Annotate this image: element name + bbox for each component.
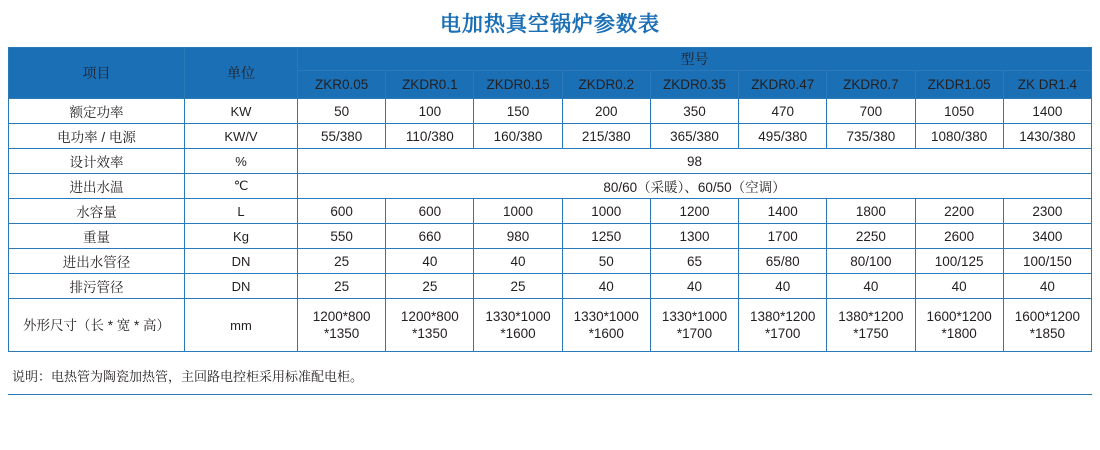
cell-value: 40 (827, 274, 915, 299)
cell-value-merged: 98 (298, 149, 1092, 174)
cell-value: 55/380 (298, 124, 386, 149)
row-label: 电功率 / 电源 (9, 124, 185, 149)
cell-value-dimension (562, 299, 650, 352)
cell-value: 100/125 (915, 249, 1003, 274)
cell-value: 50 (298, 99, 386, 124)
row-label: 额定功率 (9, 99, 185, 124)
row-unit: % (185, 149, 298, 174)
cell-value-dimension (1003, 299, 1091, 352)
cell-value: 735/380 (827, 124, 915, 149)
cell-value: 1050 (915, 99, 1003, 124)
column-header-model-1: ZKDR0.1 (386, 71, 474, 99)
cell-value: 600 (298, 199, 386, 224)
cell-value: 25 (386, 274, 474, 299)
cell-value: 550 (298, 224, 386, 249)
dimension-line-2: *1700 (676, 326, 713, 341)
cell-value: 40 (650, 274, 738, 299)
column-header-model-5: ZKDR0.47 (739, 71, 827, 99)
dimension-line-2: *1600 (588, 326, 624, 341)
dimension-line-1: 1330*1000 (661, 309, 728, 324)
cell-value: 40 (915, 274, 1003, 299)
cell-value: 25 (474, 274, 562, 299)
cell-value-dimension (827, 299, 915, 352)
cell-value-dimension (650, 299, 738, 352)
cell-value: 40 (474, 249, 562, 274)
cell-value-dimension (739, 299, 827, 352)
spec-table (8, 47, 1092, 352)
cell-value: 365/380 (650, 124, 738, 149)
cell-value: 50 (562, 249, 650, 274)
row-unit: Kg (185, 224, 298, 249)
cell-value: 2200 (915, 199, 1003, 224)
cell-value: 700 (827, 99, 915, 124)
dimension-line-1: 1600*1200 (926, 309, 992, 324)
cell-value: 65 (650, 249, 738, 274)
cell-value-dimension (915, 299, 1003, 352)
dimension-line-1: 1380*1200 (750, 309, 816, 324)
dimension-line-2: *1350 (323, 326, 360, 341)
column-header-item: 项目 (9, 48, 185, 99)
row-label: 排污管径 (9, 274, 185, 299)
cell-value: 1250 (562, 224, 650, 249)
cell-value: 25 (298, 274, 386, 299)
row-unit: L (185, 199, 298, 224)
dimension-line-2: *1350 (412, 326, 448, 341)
dimension-line-1: 1600*1200 (1014, 309, 1081, 324)
row-unit: DN (185, 249, 298, 274)
cell-value: 495/380 (739, 124, 827, 149)
cell-value: 1800 (827, 199, 915, 224)
cell-value: 350 (650, 99, 738, 124)
cell-value-merged: 80/60（采暖）、60/50（空调） (298, 174, 1092, 199)
column-header-model-8: ZK DR1.4 (1003, 71, 1091, 99)
table-head (9, 48, 1092, 99)
table-row (9, 124, 1092, 149)
cell-value: 660 (386, 224, 474, 249)
row-label: 重量 (9, 224, 185, 249)
column-header-model-group: 型号 (298, 48, 1092, 71)
cell-value: 80/100 (827, 249, 915, 274)
row-label: 进出水管径 (9, 249, 185, 274)
cell-value: 1080/380 (915, 124, 1003, 149)
cell-value: 150 (474, 99, 562, 124)
row-unit: KW (185, 99, 298, 124)
row-unit: ℃ (185, 174, 298, 199)
table-container (0, 47, 1100, 352)
cell-value: 40 (739, 274, 827, 299)
cell-value: 215/380 (562, 124, 650, 149)
column-header-model-6: ZKDR0.7 (827, 71, 915, 99)
cell-value: 40 (1003, 274, 1091, 299)
row-label: 外形尺寸（长 * 宽 * 高） (9, 299, 185, 352)
cell-value: 980 (474, 224, 562, 249)
dimension-line-2: *1600 (500, 326, 536, 341)
dimension-line-1: 1200*800 (312, 309, 371, 324)
table-row (9, 174, 1092, 199)
cell-value: 470 (739, 99, 827, 124)
row-unit: DN (185, 274, 298, 299)
dimension-line-1: 1330*1000 (573, 309, 639, 324)
cell-value: 200 (562, 99, 650, 124)
table-row (9, 99, 1092, 124)
cell-value: 2300 (1003, 199, 1091, 224)
cell-value: 100 (386, 99, 474, 124)
column-header-unit: 单位 (185, 48, 298, 99)
table-row-dimensions (9, 299, 1092, 352)
column-header-model-4: ZKDR0.35 (650, 71, 738, 99)
cell-value: 110/380 (386, 124, 474, 149)
table-row (9, 199, 1092, 224)
table-row (9, 249, 1092, 274)
table-header-row-1 (9, 48, 1092, 71)
dimension-line-2: *1750 (853, 326, 889, 341)
row-label: 进出水温 (9, 174, 185, 199)
column-header-model-2: ZKDR0.15 (474, 71, 562, 99)
cell-value-dimension (474, 299, 562, 352)
row-label: 设计效率 (9, 149, 185, 174)
table-note: 说明：电热管为陶瓷加热管，主回路电控柜采用标准配电柜。 (12, 369, 364, 384)
cell-value: 40 (386, 249, 474, 274)
dimension-line-2: *1700 (765, 326, 801, 341)
cell-value: 2600 (915, 224, 1003, 249)
cell-value: 1000 (474, 199, 562, 224)
dimension-line-1: 1200*800 (400, 309, 459, 324)
cell-value-dimension (386, 299, 474, 352)
row-unit: mm (185, 299, 298, 352)
row-unit: KW/V (185, 124, 298, 149)
table-row (9, 274, 1092, 299)
dimension-line-2: *1800 (941, 326, 977, 341)
cell-value: 65/80 (739, 249, 827, 274)
table-row (9, 149, 1092, 174)
table-row (9, 224, 1092, 249)
cell-value: 160/380 (474, 124, 562, 149)
column-header-model-0: ZKR0.05 (298, 71, 386, 99)
row-label: 水容量 (9, 199, 185, 224)
cell-value: 1400 (739, 199, 827, 224)
dimension-line-1: 1330*1000 (485, 309, 551, 324)
cell-value: 1200 (650, 199, 738, 224)
table-body (9, 99, 1092, 352)
column-header-model-3: ZKDR0.2 (562, 71, 650, 99)
dimension-line-1: 1380*1200 (838, 309, 904, 324)
cell-value: 2250 (827, 224, 915, 249)
cell-value: 100/150 (1003, 249, 1091, 274)
note-divider (8, 394, 1092, 395)
column-header-model-7: ZKDR1.05 (915, 71, 1003, 99)
cell-value: 1300 (650, 224, 738, 249)
cell-value: 1000 (562, 199, 650, 224)
cell-value: 40 (562, 274, 650, 299)
cell-value: 25 (298, 249, 386, 274)
cell-value: 1430/380 (1003, 124, 1091, 149)
page-title: 电加热真空锅炉参数表 (440, 13, 660, 36)
cell-value-dimension (298, 299, 386, 352)
cell-value: 1400 (1003, 99, 1091, 124)
dimension-line-2: *1850 (1029, 326, 1066, 341)
cell-value: 1700 (739, 224, 827, 249)
cell-value: 600 (386, 199, 474, 224)
cell-value: 3400 (1003, 224, 1091, 249)
